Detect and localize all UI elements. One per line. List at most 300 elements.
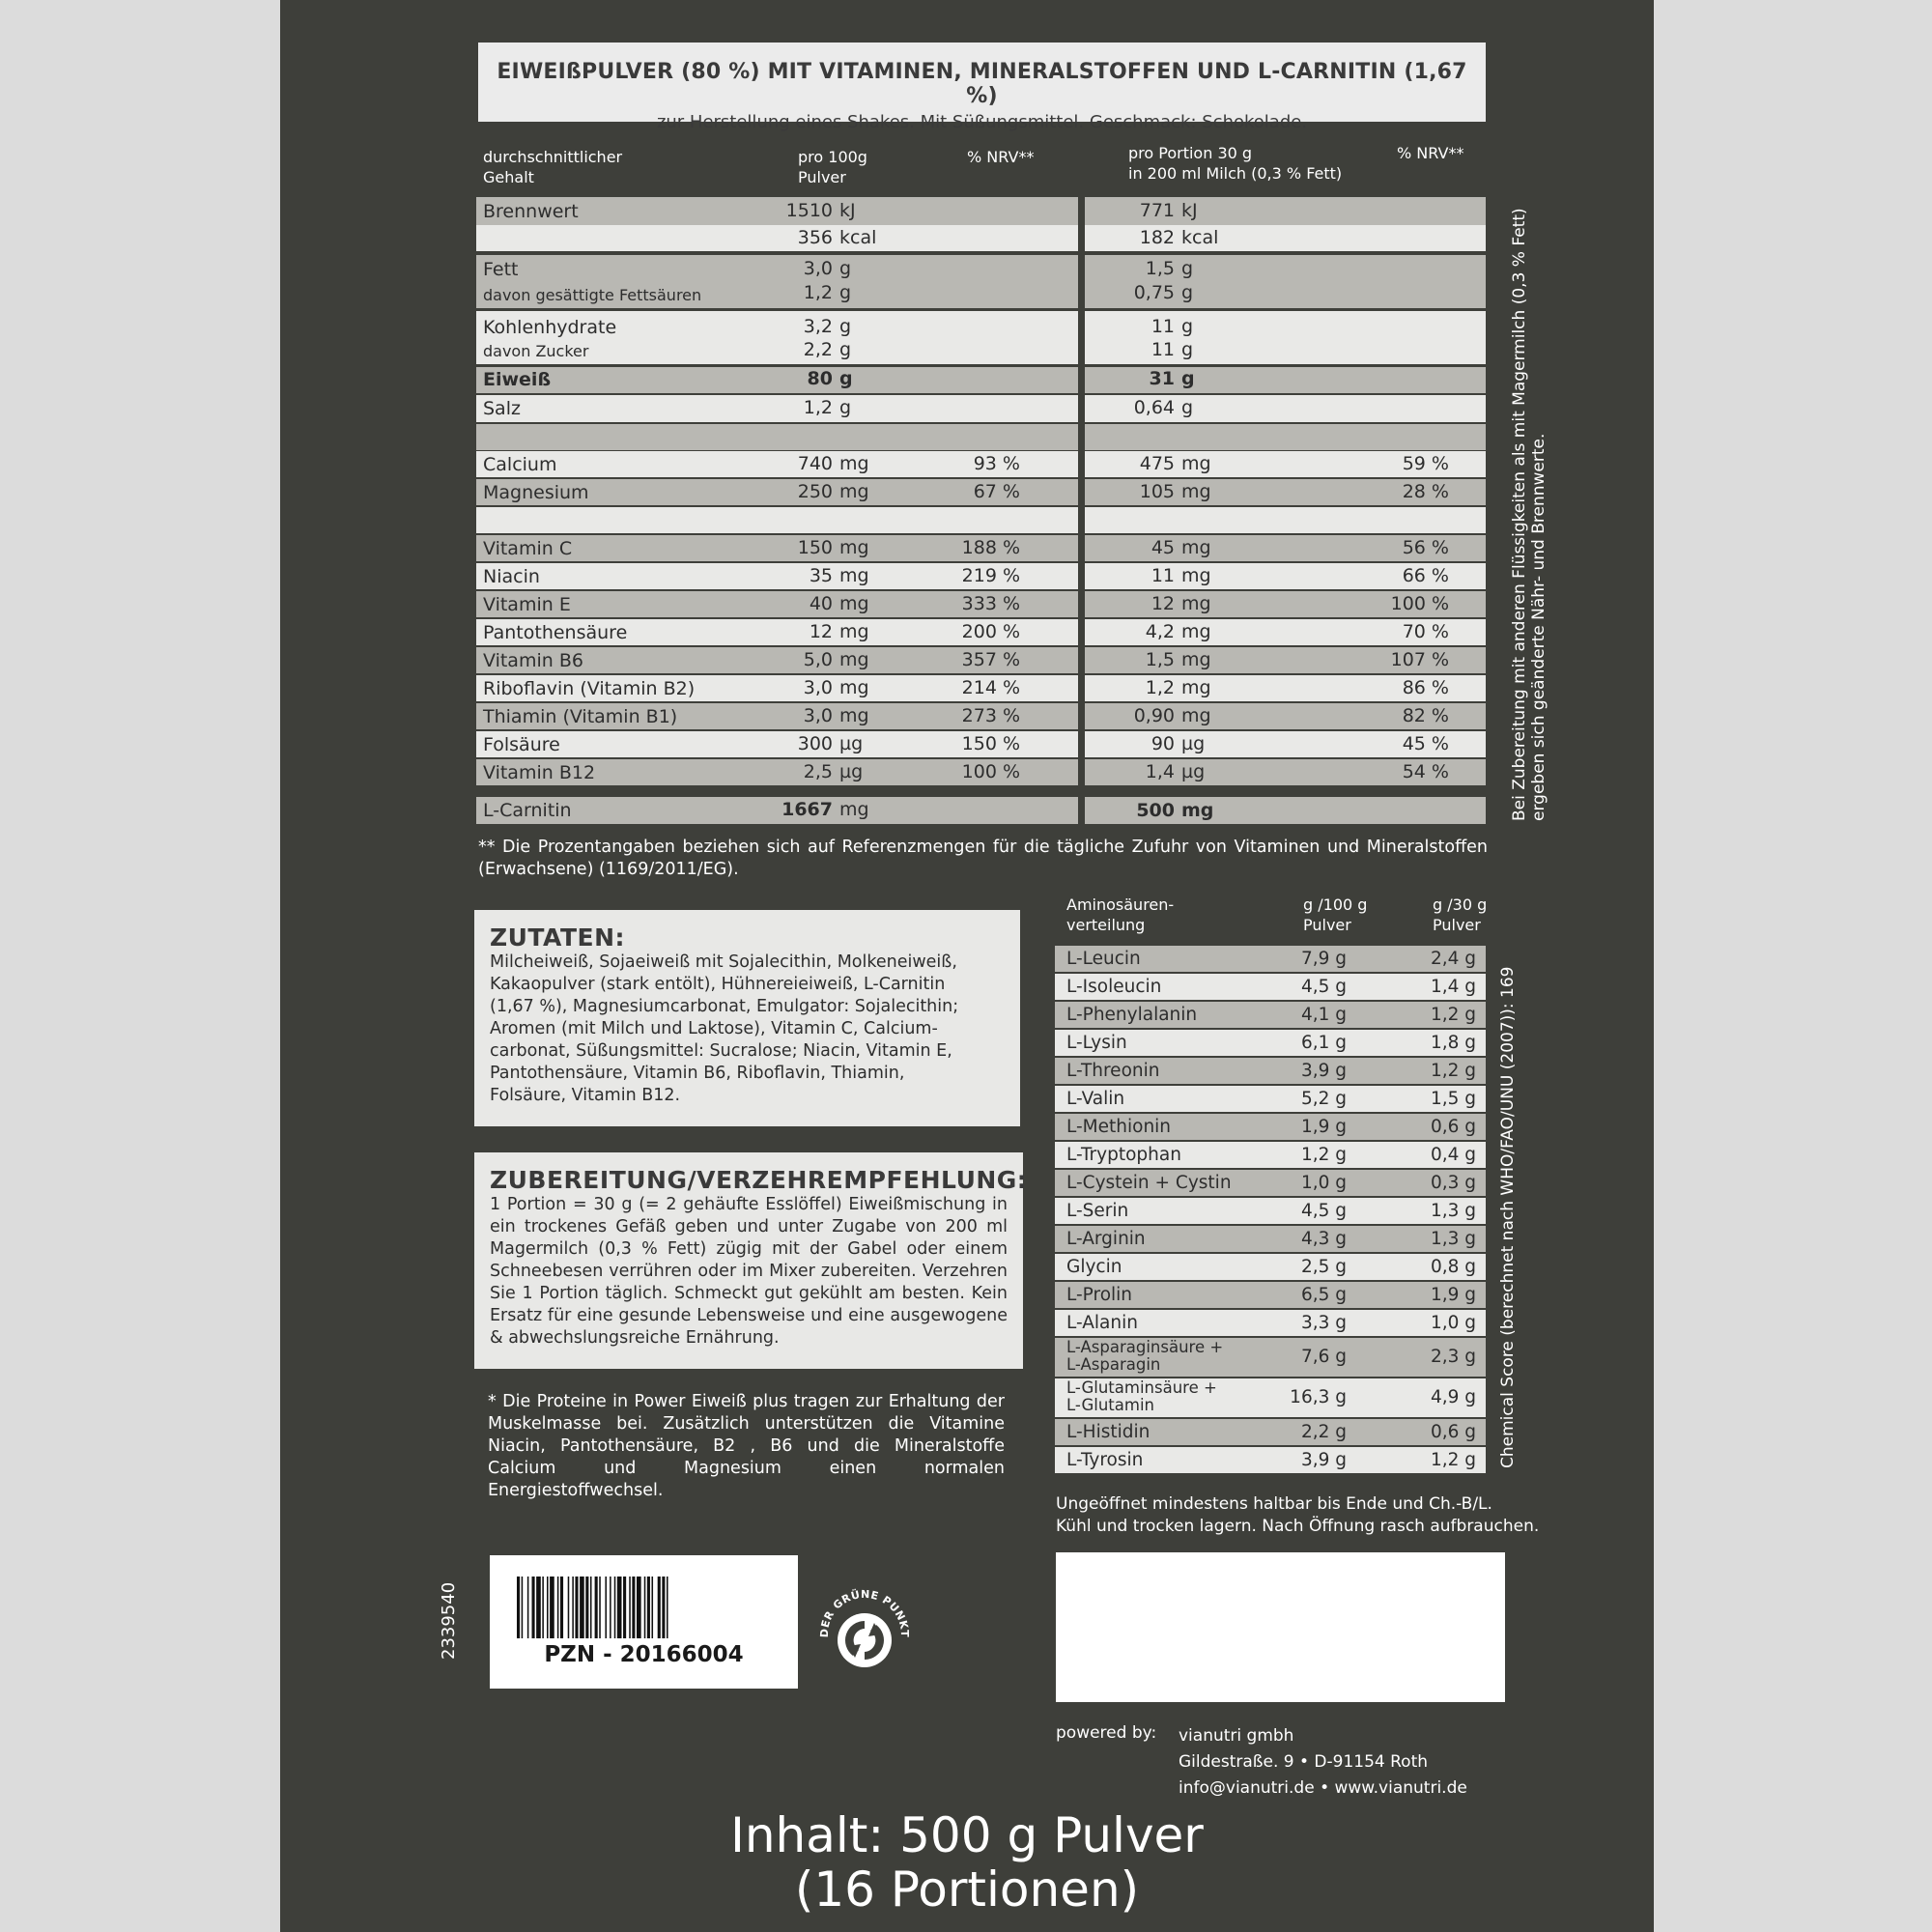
- amino-row: [1055, 1447, 1486, 1473]
- unit-portion: kJ: [1181, 200, 1198, 221]
- amino-per30: 4,9 g: [1430, 1387, 1476, 1407]
- amino-per30: 1,0 g: [1430, 1313, 1476, 1333]
- amino-name-line: L-Prolin: [1066, 1285, 1133, 1305]
- barcode-bar: [605, 1577, 607, 1638]
- row-vitamin-right: [1085, 647, 1486, 673]
- nrv-portion: 70 %: [1402, 621, 1449, 642]
- nrv-portion: 28 %: [1402, 481, 1449, 502]
- barcode-box: [490, 1555, 798, 1689]
- unit-per100: mg: [839, 677, 869, 698]
- col-head-nrv: % NRV**: [967, 148, 1035, 166]
- ingredients-line: carbonat, Süßungsmittel: Sucralose; Niacin, Vitamin E,: [490, 1041, 952, 1061]
- value-portion: 771: [1139, 200, 1175, 221]
- batch-info-box: [1056, 1552, 1505, 1702]
- ingredients-line: Folsäure, Vitamin B12.: [490, 1086, 681, 1105]
- row-eiweiss-right: [1085, 367, 1486, 393]
- unit-per100: µg: [839, 761, 864, 782]
- amino-per100: 1,2 g: [1300, 1145, 1347, 1165]
- amino-per100: 4,5 g: [1300, 977, 1347, 997]
- nutrient-name: Folsäure: [483, 734, 560, 755]
- amino-name-line: L-Methionin: [1066, 1117, 1172, 1137]
- amino-name: [1066, 1033, 1127, 1053]
- value-per100: 250: [797, 481, 833, 502]
- amino-row: [1055, 1142, 1486, 1168]
- amino-per100: 7,9 g: [1300, 949, 1347, 969]
- value-per100: 12: [809, 621, 833, 642]
- row-carnitin-right: [1085, 797, 1486, 824]
- barcode-bar: [560, 1577, 563, 1638]
- row-mineral-left: [476, 451, 1078, 477]
- ingredients-line: Kakaopulver (stark entölt), Hühnereieiweiß, L-Carnitin: [490, 975, 946, 994]
- col-head-portion-line2: in 200 ml Milch (0,3 % Fett): [1128, 164, 1343, 183]
- row-spacer-1-left: [476, 424, 1078, 450]
- unit-per100: g: [839, 368, 853, 389]
- nutrient-name: Pantothensäure: [483, 622, 628, 643]
- amino-row: [1055, 1170, 1486, 1196]
- barcode-bar: [542, 1577, 544, 1638]
- unit-per100: mg: [839, 649, 869, 670]
- row-vitamin-right: [1085, 759, 1486, 785]
- unit-per100: mg: [839, 621, 869, 642]
- amino-row: [1055, 1310, 1486, 1336]
- unit-portion: mg: [1181, 565, 1211, 586]
- article-number: 2339540: [439, 1581, 459, 1660]
- nutrient-name: Vitamin C: [483, 538, 573, 559]
- col-head-portion: [1128, 143, 1342, 184]
- barcode-bar: [667, 1577, 668, 1638]
- nrv-per100: 219 %: [961, 565, 1020, 586]
- health-claims: * Die Proteine in Power Eiweiß plus tragen zur Erhaltung der Muskelmasse bei. Zusätzlich unterstützen die Vitamine Niacin, Pantothensäure, B2 , B6 und die Mineralstoffe Calcium und Magnesium einen normalen Energiestoffwechsel.: [488, 1392, 1005, 1500]
- nutrient-name: Calcium: [483, 454, 557, 475]
- unit-portion: g: [1181, 397, 1194, 418]
- amino-name: [1066, 1422, 1150, 1442]
- unit-portion: mg: [1181, 621, 1211, 642]
- nutrient-name: Kohlenhydrate: [483, 317, 617, 338]
- amino-per100: 1,9 g: [1300, 1117, 1347, 1137]
- nutrient-name: Vitamin B6: [483, 650, 583, 671]
- amino-per30: 2,4 g: [1430, 949, 1476, 969]
- amino-per30: 0,6 g: [1430, 1422, 1476, 1442]
- row-salz-right: [1085, 395, 1486, 422]
- nrv-per100: 214 %: [961, 677, 1020, 698]
- amino-name: [1066, 1145, 1181, 1165]
- value-portion: 500: [1136, 800, 1175, 821]
- nrv-portion: 100 %: [1390, 593, 1449, 614]
- value-per100: 300: [797, 733, 833, 754]
- row-vitamin-right: [1085, 563, 1486, 589]
- unit-portion: mg: [1181, 677, 1211, 698]
- row-vitamin-left: [476, 675, 1078, 701]
- amino-row: [1055, 1226, 1486, 1252]
- nrv-portion: 56 %: [1402, 537, 1449, 558]
- amino-row: [1055, 1378, 1486, 1417]
- amino-head-per30-line2: Pulver: [1433, 916, 1481, 934]
- nrv-portion: 45 %: [1402, 733, 1449, 754]
- row-vitamin-right: [1085, 619, 1486, 645]
- nrv-per100: 333 %: [961, 593, 1020, 614]
- amino-head-per100: [1303, 895, 1367, 935]
- side-note-milk: [1510, 208, 1548, 821]
- amino-name: [1066, 1089, 1124, 1109]
- amino-name: [1066, 1257, 1122, 1277]
- row-fett-right: [1085, 255, 1486, 308]
- barcode-bar: [629, 1577, 631, 1638]
- value-portion: 0,75: [1133, 282, 1175, 303]
- value-portion: 475: [1139, 453, 1175, 474]
- barcode-bar: [522, 1577, 524, 1638]
- amino-row: [1055, 1419, 1486, 1445]
- row-vitamin-right: [1085, 703, 1486, 729]
- amino-per30: 1,8 g: [1430, 1033, 1476, 1053]
- nutrient-name: L-Carnitin: [483, 800, 572, 821]
- barcode-bar: [568, 1577, 570, 1638]
- ingredients-line: Milcheiweiß, Sojaeiweiß mit Sojalecithin, Molkeneiweiß,: [490, 952, 957, 972]
- row-vitamin-right: [1085, 591, 1486, 617]
- nrv-portion: 86 %: [1402, 677, 1449, 698]
- value-portion: 1,2: [1145, 677, 1175, 698]
- col-head-nrv2: % NRV**: [1397, 144, 1464, 162]
- gruener-punkt-icon: [814, 1580, 915, 1681]
- unit-portion: mg: [1181, 453, 1211, 474]
- content-amount: Inhalt: 500 g Pulver: [730, 1807, 1204, 1863]
- row-spacer-1-right: [1085, 424, 1486, 450]
- amino-head-per100-line2: Pulver: [1303, 916, 1351, 934]
- amino-head-per30-line1: g /30 g: [1433, 895, 1488, 914]
- storage-line1: Ungeöffnet mindestens haltbar bis Ende und Ch.-B/L.: [1056, 1494, 1492, 1514]
- nutrient-name: Vitamin E: [483, 594, 571, 615]
- ingredients-text: [490, 952, 1005, 1107]
- amino-per100: 4,5 g: [1300, 1201, 1347, 1221]
- amino-per30: 1,9 g: [1430, 1285, 1476, 1305]
- row-brennwert-kcal-right: [1085, 225, 1486, 251]
- value-per100: 1,2: [803, 282, 833, 303]
- amino-name: [1066, 1379, 1217, 1414]
- amino-per100: 4,3 g: [1300, 1229, 1347, 1249]
- row-eiweiss-left: [476, 367, 1078, 393]
- barcode-bar: [550, 1577, 554, 1638]
- nutrient-name: Fett: [483, 259, 519, 280]
- amino-name: [1066, 1061, 1159, 1081]
- ingredients-line: Pantothensäure, Vitamin B6, Riboflavin, Thiamin,: [490, 1064, 905, 1083]
- amino-per100: 7,6 g: [1300, 1347, 1347, 1367]
- amino-name-line: L-Serin: [1066, 1201, 1129, 1221]
- value-per100: 1667: [781, 799, 833, 820]
- unit-portion: g: [1181, 368, 1195, 389]
- amino-row: [1055, 1198, 1486, 1224]
- value-portion: 0,64: [1133, 397, 1175, 418]
- nrv-portion: 59 %: [1402, 453, 1449, 474]
- row-vitamin-left: [476, 591, 1078, 617]
- value-portion: 4,2: [1145, 621, 1175, 642]
- row-kohlenhydrate-left: [476, 311, 1078, 364]
- barcode-bar: [637, 1577, 641, 1638]
- row-vitamin-left: [476, 703, 1078, 729]
- ingredients-title: ZUTATEN:: [490, 923, 625, 952]
- value-per100: 150: [797, 537, 833, 558]
- amino-per100: 6,5 g: [1300, 1285, 1347, 1305]
- pzn-number: PZN - 20166004: [544, 1642, 744, 1667]
- preparation-box: [474, 1152, 1028, 1369]
- amino-row: [1055, 1338, 1486, 1377]
- unit-per100: mg: [839, 565, 869, 586]
- amino-head-per30: [1433, 895, 1487, 935]
- value-per100: 2,2: [803, 339, 833, 360]
- amino-per100: 2,5 g: [1300, 1257, 1347, 1277]
- nrv-per100: 273 %: [961, 705, 1020, 726]
- nrv-per100: 93 %: [973, 453, 1020, 474]
- value-per100: 3,0: [803, 258, 833, 279]
- nutrient-name: Magnesium: [483, 482, 589, 503]
- barcode-bar: [652, 1577, 654, 1638]
- nrv-portion: 54 %: [1402, 761, 1449, 782]
- value-portion: 11: [1151, 316, 1175, 337]
- amino-row: [1055, 974, 1486, 1000]
- product-header: [478, 43, 1486, 132]
- nrv-per100: 188 %: [961, 537, 1020, 558]
- unit-portion: g: [1181, 316, 1194, 337]
- nutrient-name: Salz: [483, 398, 521, 419]
- amino-row: [1055, 1114, 1486, 1140]
- product-title: EIWEIßPULVER (80 %) MIT VITAMINEN, MINERALSTOFFEN UND L-CARNITIN (1,67 %): [497, 60, 1467, 108]
- row-vitamin-right: [1085, 731, 1486, 757]
- package-content: [280, 1808, 1654, 1917]
- unit-per100: g: [839, 339, 852, 360]
- nutrient-name: Brennwert: [483, 201, 579, 222]
- value-per100: 80: [807, 368, 833, 389]
- unit-per100: g: [839, 316, 852, 337]
- nutrient-subname: davon gesättigte Fettsäuren: [483, 286, 702, 304]
- value-portion: 11: [1151, 339, 1175, 360]
- unit-per100: kJ: [839, 200, 856, 221]
- col-head-content-line2: Gehalt: [483, 168, 534, 186]
- amino-per30: 1,2 g: [1430, 1005, 1476, 1025]
- nrv-per100: 150 %: [961, 733, 1020, 754]
- value-portion: 11: [1151, 565, 1175, 586]
- barcode-bar: [658, 1577, 661, 1638]
- amino-row: [1055, 1058, 1486, 1084]
- row-carnitin-left: [476, 797, 1078, 824]
- ingredients-line: Aromen (mit Milch und Laktose), Vitamin C, Calcium-: [490, 1019, 938, 1038]
- nutrient-name: Eiweiß: [483, 369, 552, 390]
- barcode-bar: [610, 1577, 611, 1638]
- unit-portion: mg: [1181, 705, 1211, 726]
- value-portion: 1,4: [1145, 761, 1175, 782]
- row-mineral-right: [1085, 451, 1486, 477]
- amino-row: [1055, 946, 1486, 972]
- barcode-bar: [585, 1577, 588, 1638]
- col-head-content: [483, 147, 622, 187]
- amino-name-line: L-Asparaginsäure +: [1066, 1338, 1224, 1356]
- nrv-per100: 200 %: [961, 621, 1020, 642]
- amino-row: [1055, 1030, 1486, 1056]
- value-per100: 356: [797, 227, 833, 248]
- value-per100: 35: [809, 565, 833, 586]
- value-portion: 0,90: [1133, 705, 1175, 726]
- amino-per100: 1,0 g: [1300, 1173, 1347, 1193]
- value-portion: 90: [1151, 733, 1175, 754]
- unit-portion: mg: [1181, 800, 1214, 821]
- nutrient-subname: davon Zucker: [483, 342, 589, 360]
- value-per100: 2,5: [803, 761, 833, 782]
- amino-per100: 4,1 g: [1300, 1005, 1347, 1025]
- company-contact: info@vianutri.de • www.vianutri.de: [1179, 1778, 1467, 1798]
- barcode-bar: [614, 1577, 616, 1638]
- amino-name-line: L-Lysin: [1066, 1033, 1127, 1053]
- value-per100: 40: [809, 593, 833, 614]
- amino-name: [1066, 1173, 1232, 1193]
- row-vitamin-left: [476, 535, 1078, 561]
- value-per100: 3,2: [803, 316, 833, 337]
- amino-per30: 1,5 g: [1430, 1089, 1476, 1109]
- amino-row: [1055, 1282, 1486, 1308]
- amino-per100: 6,1 g: [1300, 1033, 1347, 1053]
- row-vitamin-right: [1085, 675, 1486, 701]
- company-address: Gildestraße. 9 • D-91154 Roth: [1179, 1752, 1429, 1772]
- unit-per100: mg: [839, 481, 869, 502]
- unit-portion: µg: [1181, 761, 1206, 782]
- value-per100: 3,0: [803, 705, 833, 726]
- amino-per100: 3,9 g: [1300, 1061, 1347, 1081]
- amino-per30: 1,4 g: [1430, 977, 1476, 997]
- nrv-per100: 100 %: [961, 761, 1020, 782]
- unit-per100: g: [839, 282, 852, 303]
- value-portion: 45: [1151, 537, 1175, 558]
- barcode-bar: [580, 1577, 584, 1638]
- amino-per30: 0,8 g: [1430, 1257, 1476, 1277]
- unit-per100: g: [839, 397, 852, 418]
- value-portion: 1,5: [1145, 258, 1175, 279]
- unit-per100: mg: [839, 799, 869, 820]
- chemical-score-note: Chemical Score (berechnet nach WHO/FAO/UNU (2007)): 169: [1498, 966, 1518, 1468]
- amino-name: [1066, 949, 1141, 969]
- content-portions: (16 Portionen): [794, 1861, 1140, 1918]
- amino-name-line: L-Phenylalanin: [1066, 1005, 1198, 1025]
- product-subtitle: zur Herstellung eines Shakes. Mit Süßungsmittel. Geschmack: Schokolade.: [656, 112, 1308, 132]
- side-note-line1: Bei Zubereitung mit anderen Flüssigkeiten als mit Magermilch (0,3 % Fett): [1510, 208, 1529, 821]
- amino-per30: 1,3 g: [1430, 1201, 1476, 1221]
- amino-name-line: L-Histidin: [1066, 1422, 1151, 1442]
- value-per100: 1,2: [803, 397, 833, 418]
- barcode-bar: [647, 1577, 650, 1638]
- gruener-punkt-text: DER GRÜNE PUNKT: [817, 1587, 912, 1638]
- unit-portion: g: [1181, 258, 1194, 279]
- col-head-per100-line2: Pulver: [798, 168, 846, 186]
- nrv-portion: 66 %: [1402, 565, 1449, 586]
- value-portion: 182: [1139, 227, 1175, 248]
- row-vitamin-left: [476, 647, 1078, 673]
- amino-name-line: L-Tryptophan: [1066, 1145, 1181, 1165]
- amino-name-line2: L-Asparagin: [1066, 1355, 1161, 1374]
- unit-portion: mg: [1181, 481, 1211, 502]
- amino-name: [1066, 977, 1161, 997]
- barcode-image: [517, 1577, 770, 1638]
- amino-name: [1066, 1339, 1223, 1374]
- nrv-portion: 82 %: [1402, 705, 1449, 726]
- amino-name-line: L-Threonin: [1066, 1061, 1160, 1081]
- unit-per100: mg: [839, 453, 869, 474]
- amino-per30: 0,6 g: [1430, 1117, 1476, 1137]
- unit-per100: µg: [839, 733, 864, 754]
- row-vitamin-left: [476, 759, 1078, 785]
- amino-name: [1066, 1229, 1146, 1249]
- row-vitamin-left: [476, 619, 1078, 645]
- value-per100: 740: [797, 453, 833, 474]
- amino-head-name: [1066, 895, 1174, 935]
- unit-per100: mg: [839, 705, 869, 726]
- value-per100: 3,0: [803, 677, 833, 698]
- barcode-bar: [599, 1577, 601, 1638]
- amino-per100: 3,3 g: [1300, 1313, 1347, 1333]
- amino-head-per100-line1: g /100 g: [1303, 895, 1368, 914]
- amino-name-line2: L-Glutamin: [1066, 1396, 1154, 1414]
- amino-name-line: L-Isoleucin: [1066, 977, 1162, 997]
- amino-name-line: L-Valin: [1066, 1089, 1125, 1109]
- amino-per100: 16,3 g: [1290, 1387, 1347, 1407]
- barcode-bar: [662, 1577, 665, 1638]
- unit-portion: µg: [1181, 733, 1206, 754]
- amino-name: [1066, 1201, 1128, 1221]
- amino-row: [1055, 1002, 1486, 1028]
- amino-per30: 1,2 g: [1430, 1061, 1476, 1081]
- amino-name-line: L-Leucin: [1066, 949, 1141, 969]
- amino-name-line: L-Cystein + Cystin: [1066, 1173, 1232, 1193]
- row-spacer-2-left: [476, 507, 1078, 533]
- preparation-text: 1 Portion = 30 g (= 2 gehäufte Esslöffel) Eiweißmischung in ein trockenes Gefäß geben und unter Zugabe von 200 ml Magermilch (0,3 % Fett) zügig mit der Gabel oder einem Schneebesen verrühren oder im Mixer zubereiten. Verzehren Sie 1 Portion täglich. Schmeckt gut gekühlt am besten. Kein Ersatz für eine gesunde Lebensweise und eine ausgewogene & abwechslungsreiche Ernährung.: [490, 1195, 1008, 1348]
- ingredients-box: [474, 910, 1020, 1126]
- barcode-bar: [617, 1577, 622, 1638]
- amino-name-line: L-Alanin: [1066, 1313, 1138, 1333]
- unit-per100: kcal: [839, 227, 877, 248]
- unit-portion: mg: [1181, 537, 1211, 558]
- company-info: [1179, 1723, 1467, 1802]
- barcode-bar: [527, 1577, 529, 1638]
- unit-portion: kcal: [1181, 227, 1219, 248]
- barcode-bar: [536, 1577, 541, 1638]
- amino-head-name-line1: Aminosäuren-: [1066, 895, 1175, 914]
- row-fett-left: [476, 255, 1078, 308]
- value-portion: 1,5: [1145, 649, 1175, 670]
- unit-per100: mg: [839, 537, 869, 558]
- value-per100: 5,0: [803, 649, 833, 670]
- barcode-bar: [532, 1577, 535, 1638]
- amino-name: [1066, 1450, 1143, 1470]
- powered-by-label: powered by:: [1056, 1723, 1157, 1743]
- amino-name: [1066, 1117, 1171, 1137]
- amino-per30: 2,3 g: [1430, 1347, 1476, 1367]
- col-head-per100: [798, 147, 867, 187]
- amino-row: [1055, 1086, 1486, 1112]
- barcode-bar: [632, 1577, 635, 1638]
- amino-head-name-line2: verteilung: [1066, 916, 1146, 934]
- unit-portion: mg: [1181, 593, 1211, 614]
- barcode-bar: [547, 1577, 549, 1638]
- value-portion: 12: [1151, 593, 1175, 614]
- nutrient-name: Vitamin B12: [483, 762, 596, 783]
- nrv-per100: 357 %: [961, 649, 1020, 670]
- amino-per30: 0,4 g: [1430, 1145, 1476, 1165]
- barcode-bar: [595, 1577, 598, 1638]
- row-mineral-left: [476, 479, 1078, 505]
- barcode-bar: [557, 1577, 559, 1638]
- amino-per30: 0,3 g: [1430, 1173, 1476, 1193]
- storage-line2: Kühl und trocken lagern. Nach Öffnung rasch aufbrauchen.: [1056, 1517, 1540, 1536]
- value-per100: 1510: [785, 200, 833, 221]
- row-mineral-right: [1085, 479, 1486, 505]
- unit-per100: g: [839, 258, 852, 279]
- row-vitamin-left: [476, 563, 1078, 589]
- value-portion: 105: [1139, 481, 1175, 502]
- row-vitamin-left: [476, 731, 1078, 757]
